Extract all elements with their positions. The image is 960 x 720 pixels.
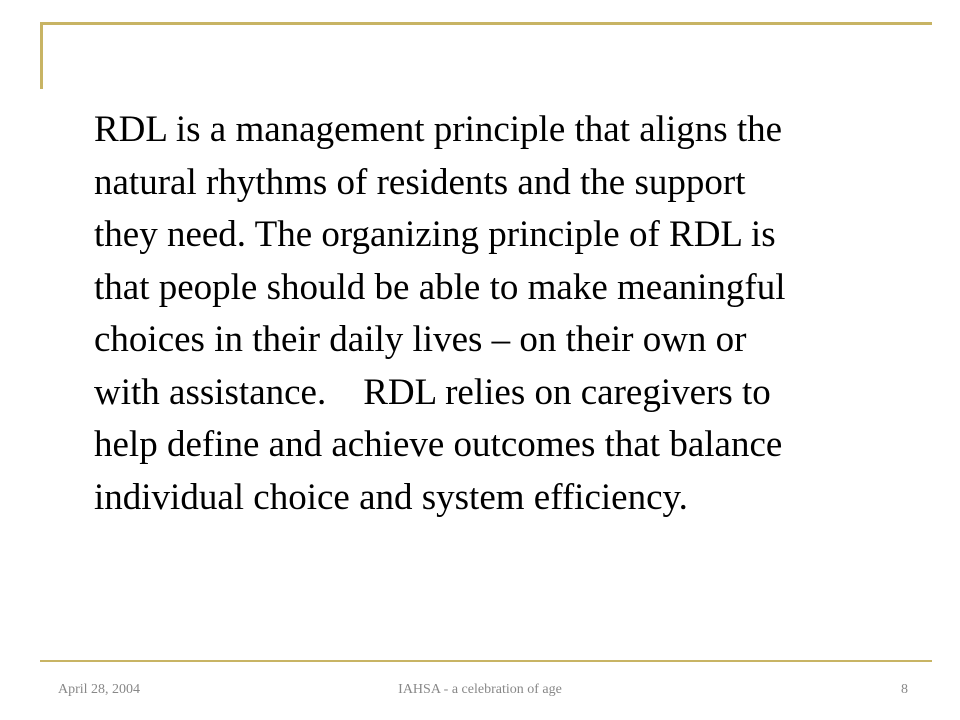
body-line: with assistance. RDL relies on caregivers to [94, 371, 771, 413]
page-number: 8 [901, 682, 908, 697]
body-line: natural rhythms of residents and the support [94, 161, 746, 203]
body-line: choices in their daily lives – on their own or [94, 319, 747, 360]
footer-title: IAHSA - a celebration of age [398, 682, 562, 697]
footer-divider [40, 660, 932, 662]
body-line: that people should be able to make meaningful [94, 266, 786, 308]
body-line: help define and achieve outcomes that balance [94, 424, 783, 465]
frame-left-border [40, 22, 43, 89]
body-line: individual choice and system efficiency. [94, 476, 688, 518]
slide-body-text [94, 104, 914, 524]
body-line: RDL is a management principle that aligns the [94, 109, 783, 150]
frame-top-border [40, 22, 932, 25]
body-line: they need. The organizing principle of RDL is [94, 214, 776, 255]
footer-date: April 28, 2004 [58, 682, 141, 697]
